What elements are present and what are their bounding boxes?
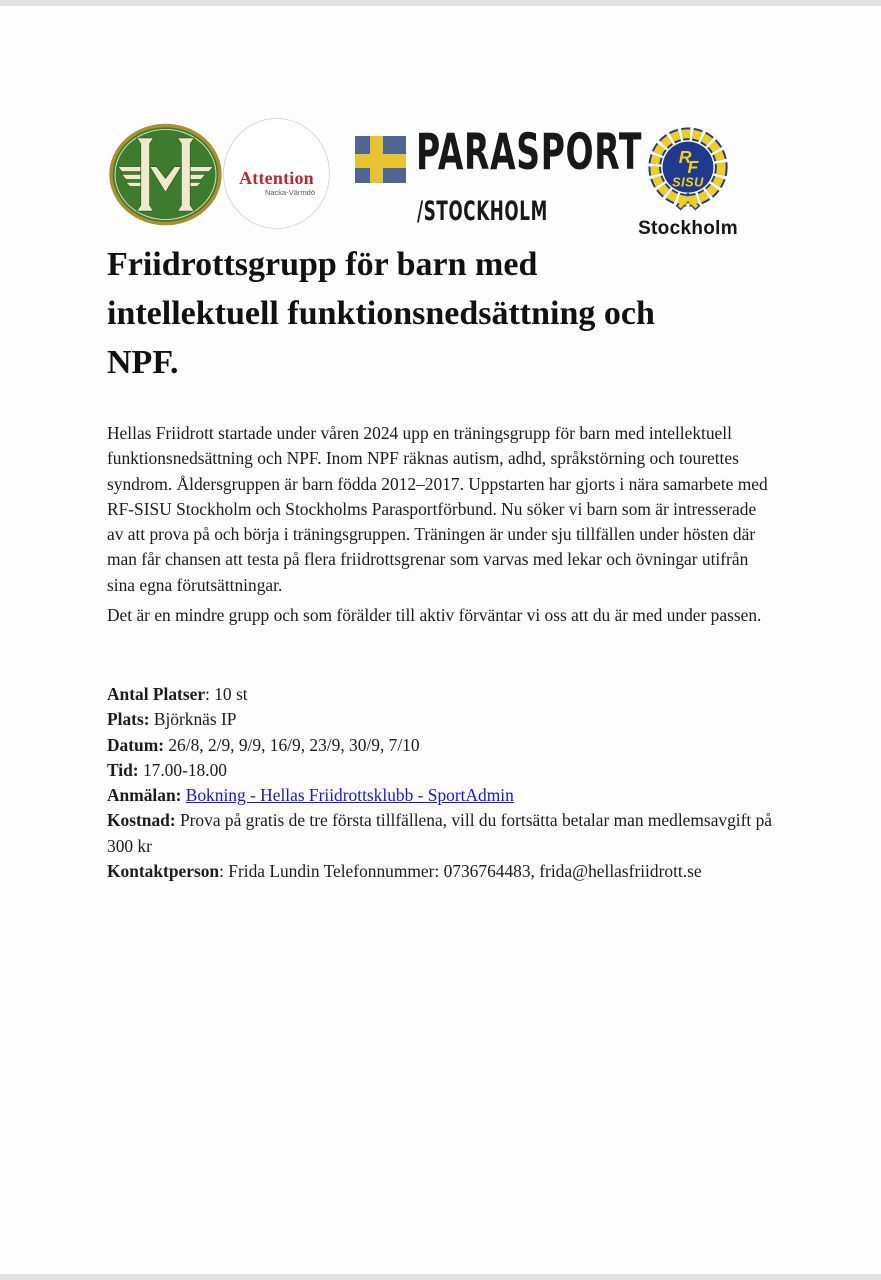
detail-label: Anmälan: <box>107 785 182 806</box>
detail-row-tid <box>107 758 779 783</box>
detail-value: 26/8, 2/9, 9/9, 16/9, 23/9, 30/9, 7/10 <box>164 734 420 755</box>
attention-wordmark: Attention <box>239 168 314 188</box>
rf-sisu-wreath-icon <box>639 126 737 216</box>
svg-text:F: F <box>687 156 699 177</box>
detail-value: : Frida Lundin Telefonnummer: 0736764483, frida@hellasfriidrott.se <box>219 861 702 882</box>
detail-label: Datum: <box>107 734 164 755</box>
expectation-paragraph: Det är en mindre grupp och som förälder till aktiv förväntar vi oss att du är med under passen. <box>107 605 762 625</box>
flag-cross-vertical <box>370 136 383 183</box>
detail-value: Prova på gratis de tre första tillfällena, vill du fortsätta betalar man medlemsavgift på 300 kr <box>107 810 773 856</box>
page-title <box>107 240 797 387</box>
detail-row-kostnad <box>107 808 779 859</box>
title-line-2: intellektuell funktionsnedsättning och <box>107 295 655 332</box>
title-line-3: NPF. <box>107 344 179 381</box>
detail-value: 17.00-18.00 <box>138 759 227 780</box>
parasport-wordmark: PARASPORT <box>416 123 643 181</box>
details-list <box>107 682 779 884</box>
parasport-stockholm-subtitle: /STOCKHOLM <box>417 196 548 227</box>
attention-subtitle: Nacka-Värmdö <box>264 188 315 197</box>
detail-label: Tid: <box>107 759 139 780</box>
logo-row <box>107 112 775 244</box>
detail-row-kontaktperson <box>107 859 779 884</box>
attention-nacka-varmdo-logo <box>223 118 330 229</box>
detail-row-anmalan <box>107 783 779 808</box>
bottom-edge-bar <box>0 1274 881 1280</box>
anmalan-booking-link[interactable]: Bokning - Hellas Friidrottsklubb - SportAdmin <box>185 785 514 806</box>
intro-paragraph: Hellas Friidrott startade under våren 2024 upp en träningsgrupp för barn med intellektuell funktionsnedsättning och NPF. Inom NPF räknas autism, adhd, språkstörning och tourettes syndrom. Åldersgruppen är barn födda 2012–2017. Uppstarten har gjorts i nära samarbete med RF-SISU Stockholm och Stockholms Parasportförbund. Nu söker vi barn som är intresserade av att prova på och börja i träningsgruppen. Träningen är under sju tillfällen under hösten där man får chansen att testa på flera friidrottsgrenar som varvas med lekar och övningar utifrån sina egna förutsättningar. <box>107 423 768 595</box>
svg-text:SISU: SISU <box>672 174 704 190</box>
detail-row-plats <box>107 707 779 732</box>
hellas-emblem-icon <box>108 123 223 226</box>
detail-row-antal-platser <box>107 682 779 707</box>
detail-label: Kostnad: <box>107 810 176 831</box>
rf-sisu-stockholm-logo <box>638 126 738 244</box>
detail-value: : 10 st <box>205 684 248 704</box>
rf-sisu-caption: Stockholm <box>638 218 738 239</box>
swedish-flag-icon <box>355 136 406 183</box>
detail-value: Björknäs IP <box>149 709 237 730</box>
detail-label: Plats: <box>107 709 150 730</box>
flyer-page <box>0 6 881 1274</box>
title-line-1: Friidrottsgrupp för barn med <box>107 246 538 283</box>
detail-label: Antal Platser <box>107 684 206 704</box>
parasport-stockholm-logo <box>355 123 675 236</box>
detail-row-datum <box>107 733 779 758</box>
detail-label: Kontaktperson <box>107 861 220 882</box>
hellas-friidrott-logo-icon <box>108 123 223 226</box>
svg-text:R: R <box>678 147 692 168</box>
